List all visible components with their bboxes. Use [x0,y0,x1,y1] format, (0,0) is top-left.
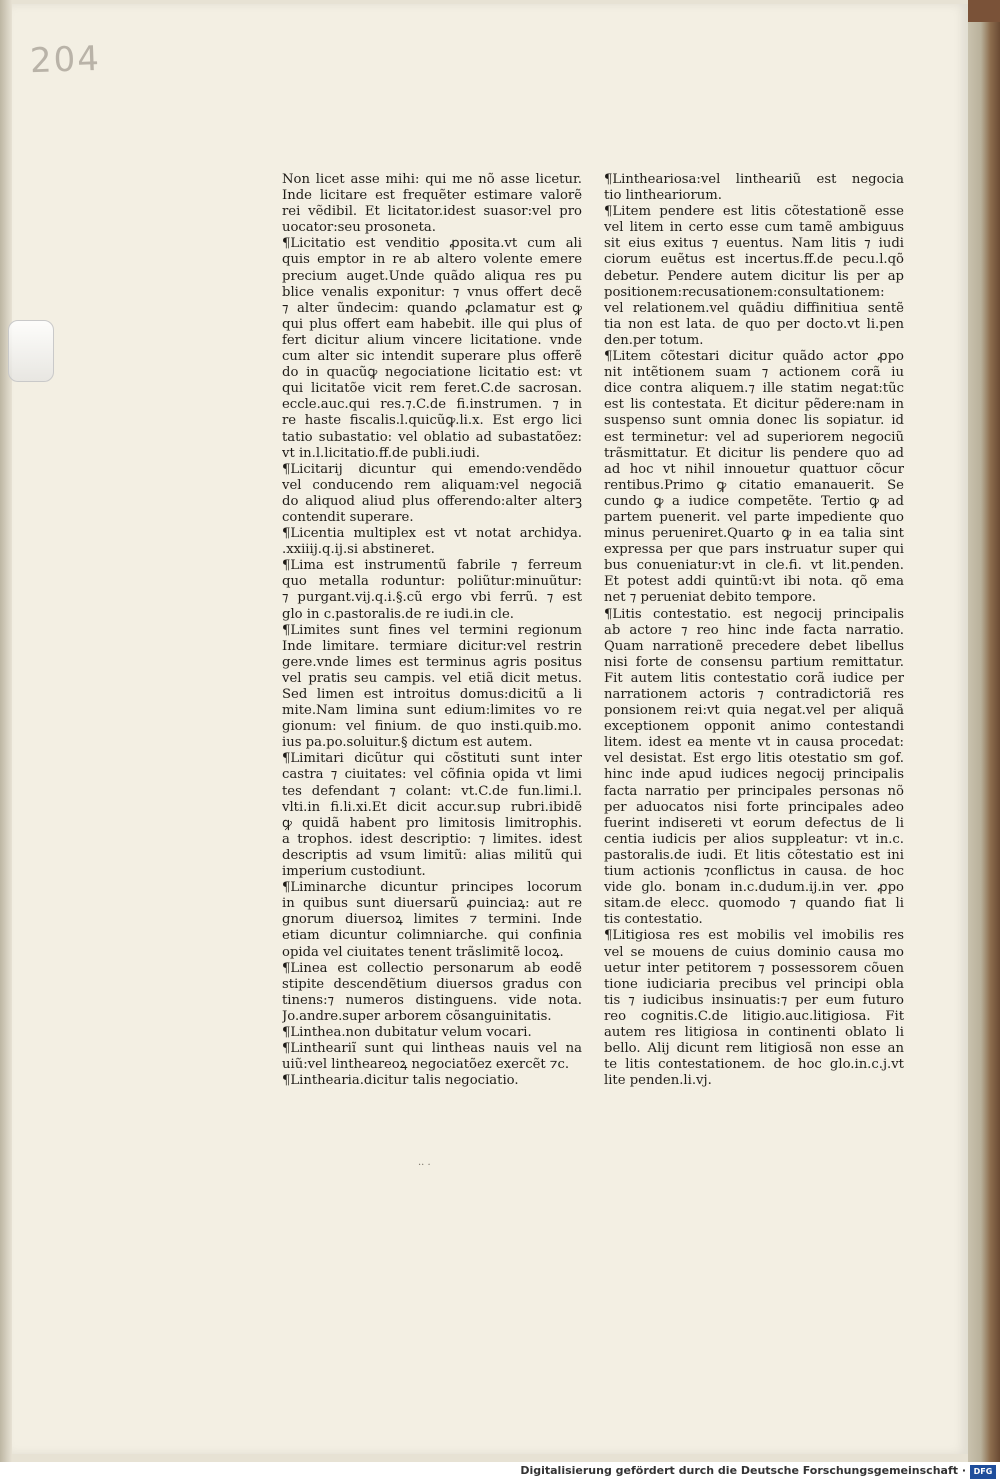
text-line: descriptis ad vsum limitũ: alias militũ qui [282,847,582,863]
text-line: den.per totum. [604,332,704,348]
text-line: bus conueniatur:vt in cle.fi. vt lit.penden. [604,558,904,574]
footer-credit: Digitalisierung gefördert durch die Deutsche Forschungsgemeinschaft · [520,1464,966,1477]
text-line: Non licet asse mihi: qui me nõ asse licetur. [282,172,582,187]
text-line: uocator:seu prosoneta. [282,220,436,236]
text-line: vel se mouens de cuius dominio causa mo [604,944,904,960]
text-line: nit intẽtionem suam ⁊ actionem corã iu [604,365,904,381]
text-line: in quibus sunt diuersarũ ꝓuinciaꝝ: aut re [282,896,582,912]
text-line: gere.vnde limes est terminus agris positus [282,654,582,670]
text-line: ¶Limites sunt fines vel termini regionum [282,622,582,638]
text-line: mite.Nam limina sunt edium:limites vo re [282,703,582,719]
text-line: a trophos. idest descriptio: ⁊ limites. idest [282,831,582,847]
text-line: vel pratis seu campis. vel etiã dicit metus. [282,670,582,686]
text-line: lite penden.li.vj. [604,1073,712,1089]
text-line: quis emptor in re ab altero volente emere [282,252,582,268]
text-line: suspenso sunt omnia donec lis sopiatur. id [604,413,904,429]
text-line: etiam dicuntur colimniarche. qui confinia [282,928,582,944]
text-line: sitam.de elecc. quomodo ⁊ quando fiat li [604,896,904,912]
text-line: vel litem in certo esse cum tamẽ ambiguus [604,220,904,236]
text-line: narrationem actoris ⁊ contradictoriã res [604,687,904,702]
text-line: castra ⁊ ciuitates: vel cõfinia opida vt limi [282,767,582,783]
text-line: tatio subastatio: vel oblatio ad subastatõez: [282,429,582,445]
text-line: cundo ꝙ a iudice competẽte. Tertio ꝙ ad [604,493,904,509]
text-line: ¶Litis contestatio. est negocij principalis [604,606,904,622]
text-line: exceptionem opponit animo contestandi [604,719,904,735]
text-line: .xxiiij.q.ij.si abstineret. [282,542,435,558]
dfg-logo: DFG [970,1465,996,1479]
text-line: vel desistat. Est ergo litis otestatio sm gof. [604,751,904,767]
text-line: ¶Litem pendere est litis cõtestationẽ esse [604,204,904,220]
text-line: vel conducendo rem aliquam:vel negociã [282,477,582,493]
text-line: ꝙ quidã habent pro limitosis limitrophis. [282,815,582,831]
text-line: ⁊ purgant.vij.q.i.§.cũ ergo vbi ferrũ. ⁊ est [282,590,582,606]
text-line: uetur inter petitorem ⁊ possessorem cõuen [604,960,904,976]
text-line: Inde licitare est frequẽter estimare valorẽ [282,188,582,204]
text-line: dice contra aliquem.⁊ ille statim negat:tũc [604,381,904,397]
text-line: ¶Linthea.non dubitatur velum vocari. [282,1024,532,1040]
text-line: vlti.in fi.li.xi.Et dicit accur.sup rubri.ibidẽ [282,799,582,815]
text-line: sit eius exitus ⁊ euentus. Nam litis ⁊ iudi [604,236,904,252]
text-line: Quam narrationẽ precedere debet libellus [604,638,904,654]
text-line: qui plus offert eam habebit. ille qui plus of [282,316,582,332]
text-line: cum alter sic intendit superare plus offerẽ [282,349,582,365]
text-line: Inde limitare. termiare dicitur:vel restrin [282,638,582,654]
printer-mark: ·· · [418,1160,431,1171]
paper-clip [8,320,54,382]
text-line: ¶Liminarche dicuntur principes locorum [282,880,582,896]
text-line: debetur. Pendere autem dicitur lis per ap [604,268,904,284]
text-line: est terminetur: vel ad superiorem negociũ [604,429,904,445]
text-line: rentibus.Primo ꝙ citatio emanauerit. Se [604,477,904,493]
text-line: ¶Linea est collectio personarum ab eodẽ [282,960,582,976]
text-line: ¶Lintheariĩ sunt qui lintheas nauis vel na [282,1041,582,1057]
text-line: tinens:⁊ numeros distinguens. vide nota. [282,992,582,1008]
text-line: tis contestatio. [604,912,703,928]
text-line: rei vẽdibil. Et licitator.idest suasor:vel pro [282,204,582,220]
text-line: est lis contestata. Et dicitur pẽdere:nam in [604,397,904,413]
text-line: ¶Licentia multiplex est vt notat archidya. [282,526,582,542]
text-line: gionum: vel finium. de quo insti.quib.mo. [282,719,582,735]
binding-shadow [0,0,12,1462]
text-line: ¶Limitari dicũtur qui cõstituti sunt inter [282,751,582,767]
text-line: Et potest addi quintũ:vt ibi nota. qõ ema [604,574,904,590]
text-line: ¶Linthearia.dicitur talis negociatio. [282,1073,519,1089]
text-line: ab actore ⁊ reo hinc inde facta narratio. [604,622,904,638]
text-line: ius pa.po.soluitur.§ dictum est autem. [282,735,533,751]
text-line: Fit autem litis contestatio corã iudice per [604,670,904,686]
text-line: do aliquod aliud plus offerendo:alter alterꝫ [282,493,582,509]
text-line: tis ⁊ iudicibus insinuatis:⁊ per eum futuro [604,992,904,1008]
text-line: litem. idest ea mente vt in causa procedat: [604,735,904,751]
text-line: per aduocatos nisi forte principales adeo [604,799,904,815]
text-line: precium auget.Unde quãdo aliqua res pu [282,268,582,284]
text-line: tium actionis ⁊conflictus in causa. de hoc [604,864,904,880]
cover-corner [968,0,1000,22]
text-line: bello. Alij dicunt rem litigiosã non esse an [604,1041,904,1057]
text-line: vide glo. bonam in.c.dudum.ij.in ver. ꝓpo [604,880,904,896]
text-line: quo metalla roduntur: poliũtur:minuũtur: [282,574,582,590]
text-line: uiũ:vel lintheareoꝝ negociatõez exercẽt ⁊c. [282,1057,570,1073]
text-line: ¶Licitatio est venditio ꝓposita.vt cum ali [282,236,582,252]
text-line: minus perueniret.Quarto ꝙ in ea talia sint [604,526,904,542]
digitization-footer [0,1462,1000,1482]
page-edge [968,0,1000,1462]
text-line: ¶Lima est instrumentũ fabrile ⁊ ferreum [282,558,582,574]
text-line: te litis contestationem. de hoc glo.in.c.j.vt [604,1057,904,1073]
text-line: reo cognitis.C.de litigio.auc.litigiosa. Fit [604,1008,904,1024]
text-line: re haste fiscalis.l.quicũꝙ.li.x. Est ergo lici [282,413,582,429]
left-text-column [282,172,582,1089]
text-line: tio lintheariorum. [604,188,722,204]
text-line: partem puenerit. vel parte impediente quo [604,509,904,525]
text-line: eccle.auc.qui res.⁊.C.de fi.instrumen. ⁊ in [282,397,582,413]
text-line: do in quacũꝙ negociatione licitatio est: vt [282,365,582,381]
right-text-column [604,172,904,1089]
text-line: blice venalis exponitur: ⁊ vnus offert decẽ [282,284,582,300]
text-line: fuerint indisereti vt eorum defectus de li [604,815,904,831]
text-line: expressa per que pars instruatur super qui [604,542,904,558]
text-line: hinc inde apud iudices negocij principalis [604,767,904,783]
folio-number: 204 [29,38,102,82]
text-line: gnorum diuersoꝝ limites ⁊ termini. Inde [282,912,582,928]
text-line: positionem:recusationem:consultationem: [604,284,885,300]
text-line: fert dicitur alium vincere licitatione. vnde [282,332,582,348]
text-line: trãsmittatur. Et dicitur lis pendere quo ad [604,445,904,461]
text-line: ad hoc vt nihil innouetur quattuor cõcur [604,461,904,477]
text-line: tione iudiciaria precibus vel principi obla [604,976,904,992]
text-line: ponsionem rei:vt quia negat.vel per aliquã [604,703,904,719]
text-line: stipite descendẽtium diuersos gradus con [282,976,582,992]
text-line: ¶Litem cõtestari dicitur quãdo actor ꝓpo [604,349,904,365]
text-line: net ⁊ perueniat debito tempore. [604,590,817,606]
text-line: opida vel ciuitates tenent trãslimitẽ locoꝝ. [282,944,564,960]
text-line: imperium custodiunt. [282,864,426,880]
text-line: ciorum euẽtus est incertus.ff.de pecu.l.qõ [604,252,904,268]
text-line: Sed limen est introitus domus:dicitũ a li [282,687,582,702]
text-line: ⁊ alter ũndecim: quando ꝓclamatur est ꝙ [282,300,582,316]
text-line: vel relationem.vel quãdiu diffinitiua sentẽ [604,300,904,316]
text-line: pastoralis.de iudi. Et litis cõtestatio est ini [604,847,904,863]
text-line: tes defendant ⁊ colant: vt.C.de fun.limi.l. [282,783,582,799]
text-line: ¶Litigiosa res est mobilis vel imobilis res [604,928,904,944]
text-line: nisi forte de consensu partium remittatur. [604,654,904,670]
text-line: ¶Lintheariosa:vel lintheariũ est negocia [604,172,904,187]
text-line: Jo.andre.super arborem cõsanguinitatis. [282,1008,552,1024]
text-line: vt in.l.licitatio.ff.de publi.iudi. [282,445,480,461]
text-line: facta narratio per principales personas nõ [604,783,904,799]
text-line: qui licitatõe vicit rem feret.C.de sacrosan. [282,381,582,397]
text-line: ¶Licitarij dicuntur qui emendo:vendẽdo [282,461,582,477]
text-line: glo in c.pastoralis.de re iudi.in cle. [282,606,514,622]
text-line: tia non est lata. de quo per docto.vt li.pen [604,316,904,332]
text-line: centia iudicis per alios suppleatur: vt in.c. [604,831,904,847]
text-line: autem res litigiosa in continenti oblato li [604,1024,904,1040]
text-line: contendit superare. [282,509,414,525]
